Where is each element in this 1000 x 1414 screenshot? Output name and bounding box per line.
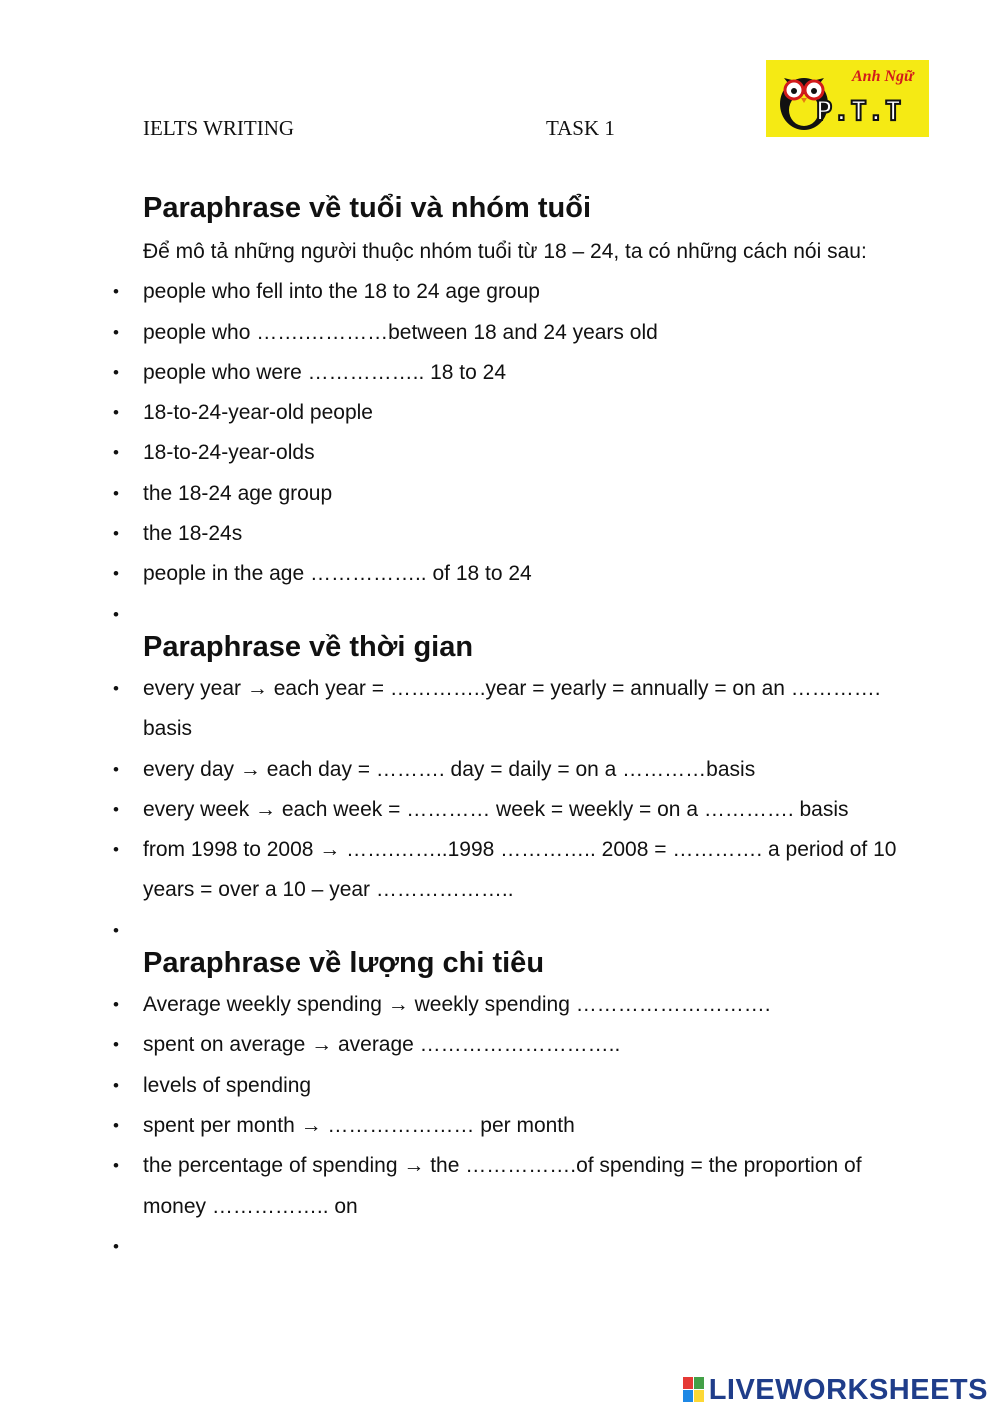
list-item: • the percentage of spending → the …………….of spending = the proportion of money …………….. on (0, 1146, 918, 1227)
list-time (0, 669, 1000, 951)
list-item: • Average weekly spending → weekly spending ………………………. (0, 985, 918, 1025)
list-item: • 18-to-24-year-olds (0, 433, 918, 473)
liveworksheets-logo-icon (683, 1377, 705, 1403)
list-item: • people who …….…………between 18 and 24 years old (0, 313, 918, 353)
logo-top-text: Anh Ngữ (852, 68, 914, 85)
list-item: • every year → each year = …………..year = yearly = annually = on an …………. basis (0, 669, 918, 750)
list-item: • spent per month → ………………… per month (0, 1106, 918, 1146)
header-subject: IELTS WRITING (143, 116, 295, 140)
logo-bottom-text: P.T.T (816, 96, 903, 127)
liveworksheets-brand: LIVEWORKSHEETS (708, 1373, 988, 1406)
list-item: • the 18-24 age group (0, 474, 918, 514)
list-item: • 18-to-24-year-old people (0, 393, 918, 433)
list-spending (0, 985, 1000, 1267)
section-title-spending: Paraphrase về lượng chi tiêu (143, 947, 545, 980)
list-item: • levels of spending (0, 1066, 918, 1106)
logo (766, 60, 929, 137)
list-item: • people who were …………….. 18 to 24 (0, 353, 918, 393)
header-task: TASK 1 (546, 116, 615, 140)
empty-list-item (0, 595, 918, 635)
empty-list-item (0, 911, 918, 951)
section-title-age: Paraphrase về tuổi và nhóm tuổi (143, 192, 591, 224)
list-item: • people who fell into the 18 to 24 age group (0, 272, 918, 312)
list-item: • from 1998 to 2008 → …….……..1998 ………….. 2008 = …………. a period of 10 years = over a 10 – year ……………….. (0, 830, 918, 911)
list-item: • people in the age …………….. of 18 to 24 (0, 554, 918, 594)
section-title-time: Paraphrase về thời gian (143, 630, 474, 663)
empty-list-item (0, 1227, 918, 1267)
worksheet-content (0, 186, 1000, 1267)
list-item: • the 18-24s (0, 514, 918, 554)
liveworksheets-footer[interactable] (683, 1374, 988, 1406)
section-intro-age: Để mô tả những người thuộc nhóm tuổi từ 18 – 24, ta có những cách nói sau: (143, 240, 867, 263)
list-age (0, 272, 1000, 635)
list-item: • every day → each day = ………. day = daily = on a …………basis (0, 750, 918, 790)
list-item: • every week → each week = ………… week = weekly = on a …………. basis (0, 790, 918, 830)
list-item: • spent on average → average ……………………….. (0, 1025, 918, 1065)
